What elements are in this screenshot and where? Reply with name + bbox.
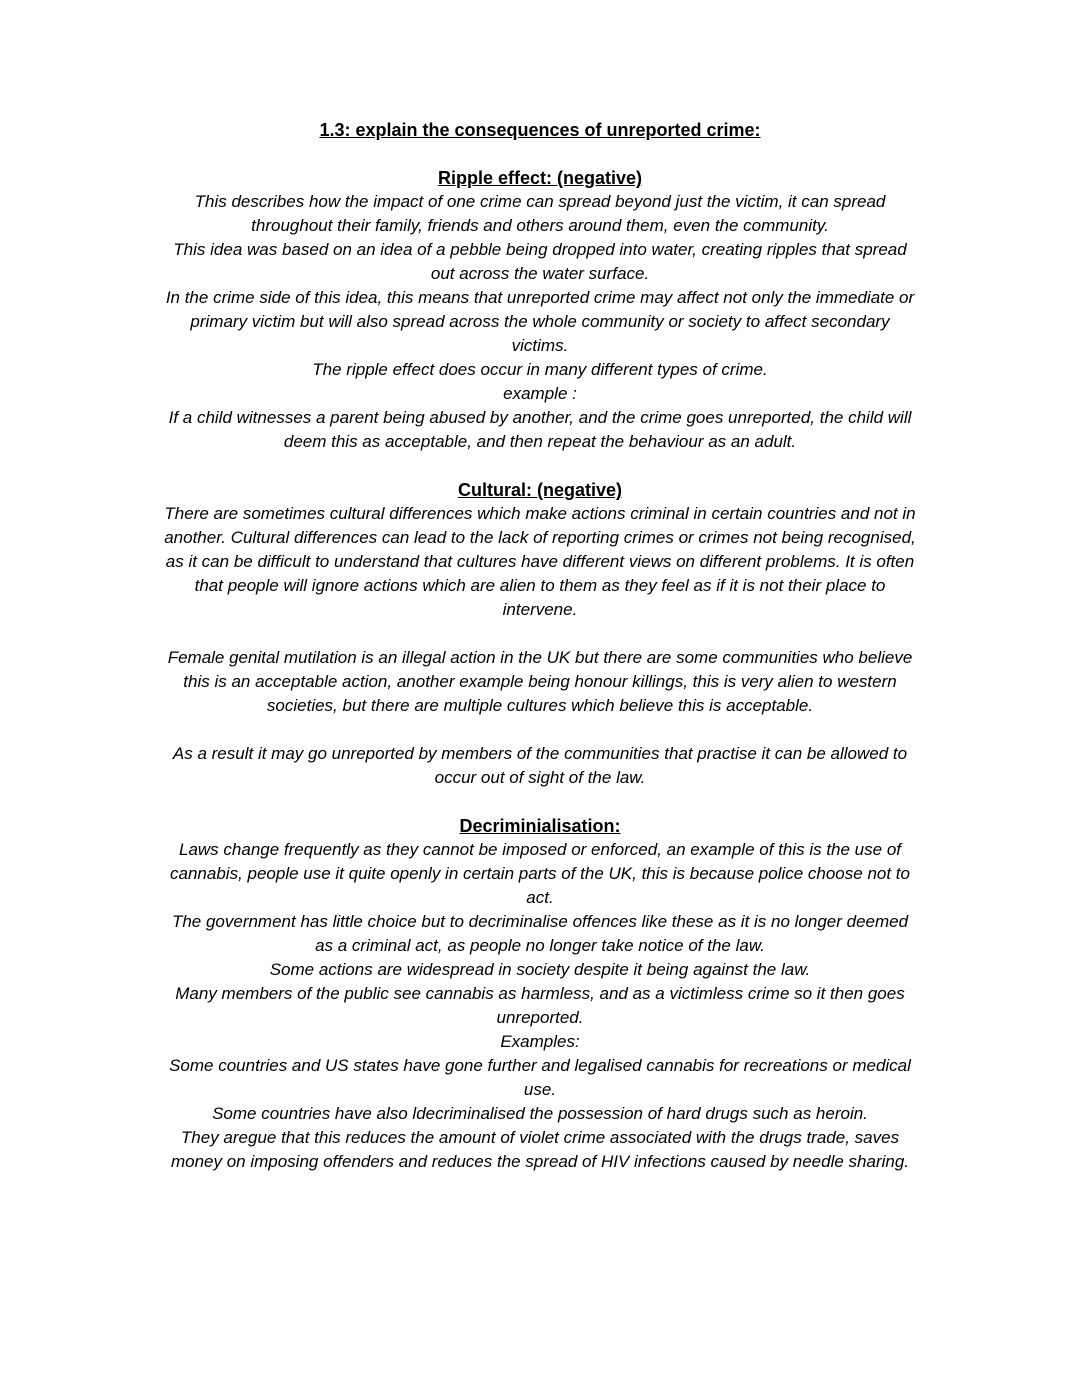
paragraph: This idea was based on an idea of a pebble being dropped into water, creating ripples that spread out across the water surface. [173,240,907,283]
paragraph: Some actions are widespread in society despite it being against the law. [269,960,811,979]
paragraph: If a child witnesses a parent being abused by another, and the crime goes unreported, the child will deem this as acceptable, and then repeat the behaviour as an adult. [168,408,912,451]
paragraph: Female genital mutilation is an illegal action in the UK but there are some communities who believe this is an acceptable action, another example being honour killings, this is very alien to western societies, but there are multiple cultures which believe this is acceptable. [167,648,913,715]
document-section [164,478,916,790]
paragraph: Laws change frequently as they cannot be imposed or enforced, an example of this is the use of cannabis, people use it quite openly in certain parts of the UK, this is because police choose not to act. [170,840,910,907]
paragraph: There are sometimes cultural differences which make actions criminal in certain countries and not in another. Cultural differences can lead to the lack of reporting crimes or crimes not being recognised, as it can be difficult to understand that cultures have different views on different problems. It is often that people will ignore actions which are alien to them as they feel as if it is not their place to intervene. [164,504,916,619]
section-heading: Ripple effect: (negative) [437,168,643,188]
document-title: 1.3: explain the consequences of unreported crime: [319,120,761,140]
section-heading: Decriminialisation: [459,816,621,836]
paragraph: This describes how the impact of one crime can spread beyond just the victim, it can spread throughout their family, friends and others around them, even the community. [194,192,886,235]
paragraph: Many members of the public see cannabis as harmless, and as a victimless crime so it then goes unreported. [175,984,905,1027]
paragraph: The ripple effect does occur in many different types of crime. [312,360,768,379]
section-heading: Cultural: (negative) [457,480,622,500]
document-section [164,166,916,454]
paragraph: Some countries have also ldecriminalised the possession of hard drugs such as heroin. [212,1104,868,1123]
paragraph: As a result it may go unreported by members of the communities that practise it can be allowed to occur out of sight of the law. [172,744,908,787]
paragraph: The government has little choice but to decriminalise offences like these as it is no longer deemed as a criminal act, as people no longer take notice of the law. [171,912,909,955]
paragraph: They aregue that this reduces the amount of violet crime associated with the drugs trade, saves money on imposing offenders and reduces the spread of HIV infections caused by needle sharing. [170,1128,910,1171]
document-content [164,0,916,1174]
document-section [164,814,916,1174]
paragraph: Examples: [500,1032,580,1051]
sections-container [164,166,916,1174]
paragraph: example : [503,384,577,403]
paragraph: In the crime side of this idea, this means that unreported crime may affect not only the immediate or primary victim but will also spread across the whole community or society to affect secondary victims. [165,288,915,355]
paragraph: Some countries and US states have gone further and legalised cannabis for recreations or medical use. [169,1056,911,1099]
